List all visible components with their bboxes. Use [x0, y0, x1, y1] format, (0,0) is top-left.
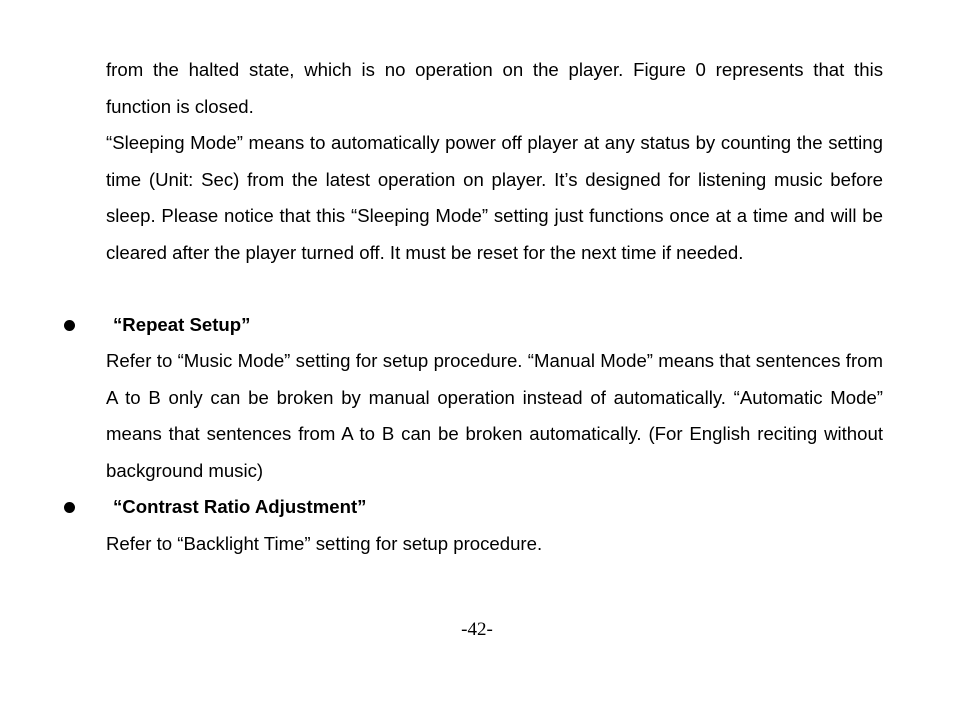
section-heading-repeat-setup: “Repeat Setup”: [113, 314, 251, 335]
bullet-item-repeat-setup: [0, 307, 954, 343]
continuation-paragraph: from the halted state, which is no operation on the player. Figure 0 represents that this function is closed.: [106, 59, 883, 117]
contrast-ratio-paragraph: Refer to “Backlight Time” setting for setup procedure.: [106, 533, 543, 554]
repeat-setup-paragraph: Refer to “Music Mode” setting for setup procedure. “Manual Mode” means that sentences from A to B only can be broken by manual operation instead of automatically. “Automatic Mode” means that sentences from A to B can be broken automatically. (For English reciting without background music): [106, 350, 883, 481]
sleeping-mode-paragraph: “Sleeping Mode” means to automatically power off player at any status by counting the setting time (Unit: Sec) from the latest operation on player. It’s designed for listening music before sleep. Please notice that this “Sleeping Mode” setting just functions once at a time and will be cleared after the player turned off. It must be reset for the next time if needed.: [106, 132, 883, 263]
section-heading-contrast-ratio: “Contrast Ratio Adjustment”: [113, 496, 367, 517]
bullet-item-contrast-ratio: [0, 489, 954, 525]
bullet-dot-icon: [64, 502, 75, 513]
bullet-dot-icon: [64, 320, 75, 331]
page-number: -42-: [461, 619, 493, 640]
